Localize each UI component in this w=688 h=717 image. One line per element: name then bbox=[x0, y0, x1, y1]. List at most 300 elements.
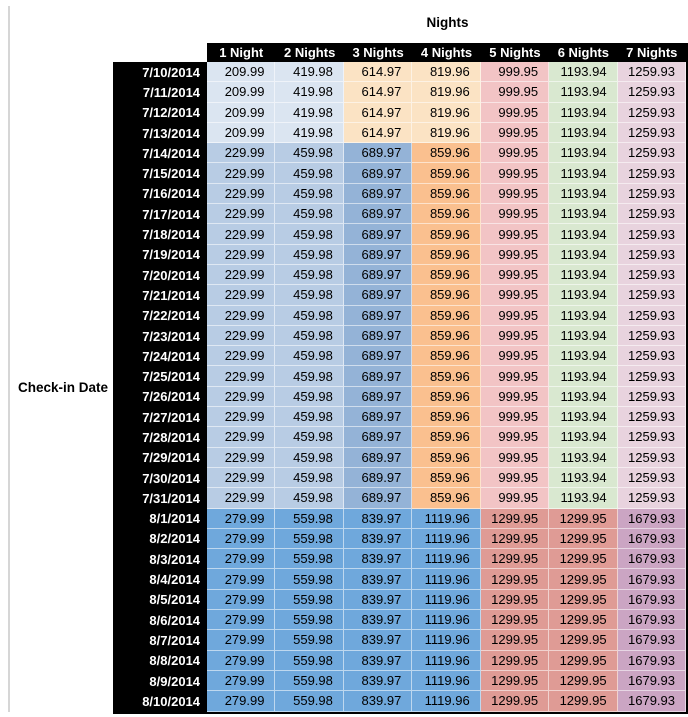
price-cell: 1679.93 bbox=[618, 590, 686, 610]
row-header-date: 8/4/2014 bbox=[113, 569, 207, 589]
price-cell: 1679.93 bbox=[618, 569, 686, 589]
price-cell: 859.96 bbox=[412, 346, 480, 366]
price-cell: 1299.95 bbox=[549, 569, 617, 589]
price-cell: 1299.95 bbox=[481, 509, 549, 529]
price-cell: 1259.93 bbox=[618, 407, 686, 427]
price-cell: 1299.95 bbox=[549, 549, 617, 569]
price-cell: 689.97 bbox=[344, 285, 412, 305]
price-cell: 229.99 bbox=[207, 163, 275, 183]
price-cell: 229.99 bbox=[207, 346, 275, 366]
price-cell: 1193.94 bbox=[549, 224, 617, 244]
table-row bbox=[113, 306, 686, 326]
price-cell: 999.95 bbox=[481, 245, 549, 265]
table-row bbox=[113, 224, 686, 244]
price-cell: 459.98 bbox=[275, 387, 343, 407]
price-cell: 689.97 bbox=[344, 224, 412, 244]
price-cell: 419.98 bbox=[275, 82, 343, 102]
price-cell: 859.96 bbox=[412, 204, 480, 224]
price-cell: 999.95 bbox=[481, 366, 549, 386]
price-cell: 1259.93 bbox=[618, 184, 686, 204]
price-cell: 1193.94 bbox=[549, 366, 617, 386]
price-cell: 819.96 bbox=[412, 62, 480, 82]
price-cell: 1259.93 bbox=[618, 62, 686, 82]
row-header-date: 7/19/2014 bbox=[113, 245, 207, 265]
price-cell: 999.95 bbox=[481, 468, 549, 488]
price-cell: 999.95 bbox=[481, 427, 549, 447]
table-row bbox=[113, 651, 686, 671]
row-header-date: 7/21/2014 bbox=[113, 285, 207, 305]
price-cell: 1259.93 bbox=[618, 82, 686, 102]
price-cell: 1193.94 bbox=[549, 285, 617, 305]
price-cell: 209.99 bbox=[207, 62, 275, 82]
price-cell: 1119.96 bbox=[412, 630, 480, 650]
row-header-date: 8/5/2014 bbox=[113, 590, 207, 610]
price-cell: 459.98 bbox=[275, 346, 343, 366]
price-cell: 999.95 bbox=[481, 224, 549, 244]
price-cell: 689.97 bbox=[344, 387, 412, 407]
price-cell: 559.98 bbox=[275, 610, 343, 630]
price-cell: 1119.96 bbox=[412, 610, 480, 630]
price-cell: 229.99 bbox=[207, 265, 275, 285]
price-cell: 1299.95 bbox=[549, 671, 617, 691]
column-header: 7 Nights bbox=[618, 43, 686, 62]
row-header-date: 7/27/2014 bbox=[113, 407, 207, 427]
price-cell: 1679.93 bbox=[618, 610, 686, 630]
price-cell: 229.99 bbox=[207, 306, 275, 326]
price-cell: 1193.94 bbox=[549, 468, 617, 488]
price-cell: 1259.93 bbox=[618, 163, 686, 183]
price-cell: 459.98 bbox=[275, 427, 343, 447]
table-row bbox=[113, 62, 686, 82]
price-cell: 1259.93 bbox=[618, 346, 686, 366]
price-cell: 859.96 bbox=[412, 306, 480, 326]
table-row bbox=[113, 407, 686, 427]
price-cell: 559.98 bbox=[275, 590, 343, 610]
price-cell: 559.98 bbox=[275, 549, 343, 569]
column-header: 2 Nights bbox=[275, 43, 343, 62]
price-cell: 1259.93 bbox=[618, 123, 686, 143]
price-cell: 1299.95 bbox=[549, 691, 617, 711]
row-header-date: 7/11/2014 bbox=[113, 82, 207, 102]
price-cell: 1299.95 bbox=[481, 671, 549, 691]
table-row bbox=[113, 427, 686, 447]
price-cell: 689.97 bbox=[344, 245, 412, 265]
price-cell: 819.96 bbox=[412, 103, 480, 123]
table-row bbox=[113, 387, 686, 407]
price-cell: 839.97 bbox=[344, 509, 412, 529]
price-cell: 1119.96 bbox=[412, 509, 480, 529]
price-cell: 1259.93 bbox=[618, 224, 686, 244]
price-cell: 689.97 bbox=[344, 468, 412, 488]
price-cell: 279.99 bbox=[207, 651, 275, 671]
table-row bbox=[113, 184, 686, 204]
price-cell: 859.96 bbox=[412, 224, 480, 244]
price-cell: 689.97 bbox=[344, 366, 412, 386]
table-row bbox=[113, 285, 686, 305]
price-cell: 279.99 bbox=[207, 529, 275, 549]
price-cell: 839.97 bbox=[344, 651, 412, 671]
price-cell: 559.98 bbox=[275, 651, 343, 671]
price-cell: 999.95 bbox=[481, 143, 549, 163]
table-title: Nights bbox=[426, 15, 469, 30]
price-cell: 1299.95 bbox=[481, 549, 549, 569]
price-cell: 859.96 bbox=[412, 265, 480, 285]
price-cell: 859.96 bbox=[412, 143, 480, 163]
price-cell: 1299.95 bbox=[481, 630, 549, 650]
price-cell: 839.97 bbox=[344, 630, 412, 650]
price-cell: 999.95 bbox=[481, 387, 549, 407]
price-cell: 1193.94 bbox=[549, 163, 617, 183]
price-cell: 1299.95 bbox=[549, 590, 617, 610]
price-cell: 459.98 bbox=[275, 306, 343, 326]
price-cell: 859.96 bbox=[412, 184, 480, 204]
table-row bbox=[113, 610, 686, 630]
table-row bbox=[113, 509, 686, 529]
table-row bbox=[113, 366, 686, 386]
table-row bbox=[113, 691, 686, 711]
column-header: 4 Nights bbox=[412, 43, 480, 62]
price-cell: 1259.93 bbox=[618, 245, 686, 265]
price-cell: 614.97 bbox=[344, 123, 412, 143]
price-cell: 614.97 bbox=[344, 82, 412, 102]
row-header-date: 7/30/2014 bbox=[113, 468, 207, 488]
price-cell: 459.98 bbox=[275, 245, 343, 265]
price-cell: 229.99 bbox=[207, 224, 275, 244]
price-cell: 209.99 bbox=[207, 123, 275, 143]
price-cell: 1259.93 bbox=[618, 468, 686, 488]
row-axis-label: Check-in Date bbox=[18, 380, 109, 395]
price-cell: 229.99 bbox=[207, 366, 275, 386]
price-cell: 999.95 bbox=[481, 184, 549, 204]
column-header: 6 Nights bbox=[549, 43, 617, 62]
column-header: 3 Nights bbox=[344, 43, 412, 62]
row-header-date: 8/8/2014 bbox=[113, 651, 207, 671]
price-cell: 689.97 bbox=[344, 163, 412, 183]
price-cell: 1193.94 bbox=[549, 346, 617, 366]
price-cell: 1193.94 bbox=[549, 306, 617, 326]
price-cell: 559.98 bbox=[275, 529, 343, 549]
price-cell: 1299.95 bbox=[549, 630, 617, 650]
table-row bbox=[113, 671, 686, 691]
price-cell: 689.97 bbox=[344, 326, 412, 346]
price-cell: 999.95 bbox=[481, 265, 549, 285]
price-cell: 819.96 bbox=[412, 82, 480, 102]
price-cell: 1299.95 bbox=[549, 651, 617, 671]
price-cell: 459.98 bbox=[275, 285, 343, 305]
row-header-date: 7/25/2014 bbox=[113, 366, 207, 386]
table-row bbox=[113, 346, 686, 366]
table-row bbox=[113, 569, 686, 589]
price-cell: 279.99 bbox=[207, 630, 275, 650]
price-cell: 1193.94 bbox=[549, 427, 617, 447]
price-cell: 839.97 bbox=[344, 610, 412, 630]
row-header-date: 8/6/2014 bbox=[113, 610, 207, 630]
price-cell: 1193.94 bbox=[549, 326, 617, 346]
price-cell: 689.97 bbox=[344, 488, 412, 508]
row-header-date: 8/9/2014 bbox=[113, 671, 207, 691]
price-cell: 1119.96 bbox=[412, 569, 480, 589]
price-cell: 1193.94 bbox=[549, 82, 617, 102]
header-row bbox=[113, 43, 686, 62]
price-cell: 1679.93 bbox=[618, 691, 686, 711]
price-cell: 1193.94 bbox=[549, 184, 617, 204]
price-cell: 1259.93 bbox=[618, 204, 686, 224]
column-header: 1 Night bbox=[207, 43, 275, 62]
row-header-date: 7/14/2014 bbox=[113, 143, 207, 163]
price-cell: 229.99 bbox=[207, 488, 275, 508]
price-cell: 459.98 bbox=[275, 265, 343, 285]
price-cell: 859.96 bbox=[412, 366, 480, 386]
price-cell: 1193.94 bbox=[549, 204, 617, 224]
table-row bbox=[113, 549, 686, 569]
price-cell: 1679.93 bbox=[618, 630, 686, 650]
price-cell: 459.98 bbox=[275, 468, 343, 488]
price-cell: 1119.96 bbox=[412, 590, 480, 610]
price-cell: 1679.93 bbox=[618, 509, 686, 529]
price-cell: 1193.94 bbox=[549, 143, 617, 163]
price-cell: 999.95 bbox=[481, 163, 549, 183]
price-cell: 229.99 bbox=[207, 184, 275, 204]
price-cell: 1259.93 bbox=[618, 306, 686, 326]
price-cell: 459.98 bbox=[275, 326, 343, 346]
price-cell: 459.98 bbox=[275, 184, 343, 204]
price-cell: 1259.93 bbox=[618, 448, 686, 468]
price-cell: 859.96 bbox=[412, 468, 480, 488]
price-cell: 1193.94 bbox=[549, 62, 617, 82]
price-cell: 1193.94 bbox=[549, 103, 617, 123]
price-cell: 1259.93 bbox=[618, 387, 686, 407]
price-cell: 559.98 bbox=[275, 569, 343, 589]
price-cell: 1259.93 bbox=[618, 488, 686, 508]
price-cell: 559.98 bbox=[275, 671, 343, 691]
price-cell: 819.96 bbox=[412, 123, 480, 143]
price-cell: 229.99 bbox=[207, 448, 275, 468]
price-cell: 839.97 bbox=[344, 590, 412, 610]
price-cell: 1679.93 bbox=[618, 651, 686, 671]
price-cell: 279.99 bbox=[207, 590, 275, 610]
price-cell: 614.97 bbox=[344, 62, 412, 82]
price-cell: 839.97 bbox=[344, 569, 412, 589]
table-row bbox=[113, 590, 686, 610]
rate-table-wrap bbox=[113, 43, 688, 714]
left-edge-line bbox=[8, 6, 10, 712]
row-header-date: 7/16/2014 bbox=[113, 184, 207, 204]
price-cell: 1299.95 bbox=[549, 509, 617, 529]
price-cell: 1259.93 bbox=[618, 326, 686, 346]
row-header-date: 7/24/2014 bbox=[113, 346, 207, 366]
price-cell: 999.95 bbox=[481, 407, 549, 427]
price-cell: 229.99 bbox=[207, 245, 275, 265]
price-cell: 859.96 bbox=[412, 387, 480, 407]
price-cell: 229.99 bbox=[207, 387, 275, 407]
price-cell: 839.97 bbox=[344, 691, 412, 711]
price-cell: 1299.95 bbox=[549, 610, 617, 630]
rate-table bbox=[113, 43, 686, 712]
price-cell: 279.99 bbox=[207, 610, 275, 630]
row-header-date: 7/31/2014 bbox=[113, 488, 207, 508]
table-row bbox=[113, 163, 686, 183]
price-cell: 689.97 bbox=[344, 407, 412, 427]
corner-cell bbox=[113, 43, 207, 62]
row-header-date: 7/13/2014 bbox=[113, 123, 207, 143]
table-row bbox=[113, 265, 686, 285]
row-header-date: 7/29/2014 bbox=[113, 448, 207, 468]
price-cell: 839.97 bbox=[344, 549, 412, 569]
table-row bbox=[113, 245, 686, 265]
price-cell: 279.99 bbox=[207, 691, 275, 711]
price-cell: 999.95 bbox=[481, 306, 549, 326]
price-cell: 689.97 bbox=[344, 265, 412, 285]
price-cell: 1259.93 bbox=[618, 366, 686, 386]
price-cell: 999.95 bbox=[481, 103, 549, 123]
price-cell: 209.99 bbox=[207, 82, 275, 102]
price-cell: 459.98 bbox=[275, 204, 343, 224]
price-cell: 459.98 bbox=[275, 224, 343, 244]
price-cell: 999.95 bbox=[481, 488, 549, 508]
price-cell: 1299.95 bbox=[549, 529, 617, 549]
table-row bbox=[113, 123, 686, 143]
row-header-date: 7/15/2014 bbox=[113, 163, 207, 183]
price-cell: 279.99 bbox=[207, 671, 275, 691]
table-row bbox=[113, 326, 686, 346]
price-cell: 279.99 bbox=[207, 509, 275, 529]
price-cell: 1679.93 bbox=[618, 549, 686, 569]
column-header: 5 Nights bbox=[481, 43, 549, 62]
rate-table-body bbox=[113, 62, 686, 712]
price-cell: 1193.94 bbox=[549, 245, 617, 265]
row-header-date: 7/18/2014 bbox=[113, 224, 207, 244]
price-cell: 1119.96 bbox=[412, 549, 480, 569]
price-cell: 614.97 bbox=[344, 103, 412, 123]
price-cell: 999.95 bbox=[481, 285, 549, 305]
price-cell: 1193.94 bbox=[549, 448, 617, 468]
row-header-date: 8/10/2014 bbox=[113, 691, 207, 711]
price-cell: 209.99 bbox=[207, 103, 275, 123]
price-cell: 1299.95 bbox=[481, 569, 549, 589]
price-cell: 859.96 bbox=[412, 245, 480, 265]
price-cell: 559.98 bbox=[275, 509, 343, 529]
price-cell: 689.97 bbox=[344, 346, 412, 366]
price-cell: 999.95 bbox=[481, 326, 549, 346]
price-cell: 1299.95 bbox=[481, 590, 549, 610]
price-cell: 859.96 bbox=[412, 285, 480, 305]
table-row bbox=[113, 630, 686, 650]
row-header-date: 7/20/2014 bbox=[113, 265, 207, 285]
price-cell: 1299.95 bbox=[481, 529, 549, 549]
table-row bbox=[113, 468, 686, 488]
price-cell: 689.97 bbox=[344, 143, 412, 163]
price-cell: 1193.94 bbox=[549, 488, 617, 508]
row-header-date: 8/1/2014 bbox=[113, 509, 207, 529]
price-cell: 1299.95 bbox=[481, 651, 549, 671]
price-cell: 1679.93 bbox=[618, 529, 686, 549]
price-cell: 859.96 bbox=[412, 163, 480, 183]
price-cell: 1259.93 bbox=[618, 103, 686, 123]
price-cell: 689.97 bbox=[344, 204, 412, 224]
price-cell: 229.99 bbox=[207, 407, 275, 427]
price-cell: 839.97 bbox=[344, 671, 412, 691]
table-row bbox=[113, 204, 686, 224]
row-header-date: 7/26/2014 bbox=[113, 387, 207, 407]
price-cell: 459.98 bbox=[275, 407, 343, 427]
price-cell: 1259.93 bbox=[618, 427, 686, 447]
table-row bbox=[113, 529, 686, 549]
price-cell: 1119.96 bbox=[412, 671, 480, 691]
row-header-date: 8/7/2014 bbox=[113, 630, 207, 650]
price-cell: 859.96 bbox=[412, 488, 480, 508]
price-cell: 279.99 bbox=[207, 569, 275, 589]
price-cell: 1193.94 bbox=[549, 407, 617, 427]
price-cell: 229.99 bbox=[207, 468, 275, 488]
price-cell: 839.97 bbox=[344, 529, 412, 549]
price-cell: 419.98 bbox=[275, 103, 343, 123]
price-cell: 1119.96 bbox=[412, 691, 480, 711]
price-cell: 1679.93 bbox=[618, 671, 686, 691]
price-cell: 459.98 bbox=[275, 488, 343, 508]
price-cell: 419.98 bbox=[275, 123, 343, 143]
price-cell: 689.97 bbox=[344, 448, 412, 468]
price-cell: 1119.96 bbox=[412, 651, 480, 671]
row-header-date: 7/17/2014 bbox=[113, 204, 207, 224]
price-cell: 229.99 bbox=[207, 204, 275, 224]
price-cell: 559.98 bbox=[275, 691, 343, 711]
price-cell: 859.96 bbox=[412, 427, 480, 447]
price-cell: 1193.94 bbox=[549, 123, 617, 143]
price-cell: 999.95 bbox=[481, 82, 549, 102]
price-cell: 1193.94 bbox=[549, 387, 617, 407]
price-cell: 1193.94 bbox=[549, 265, 617, 285]
price-cell: 419.98 bbox=[275, 62, 343, 82]
price-cell: 999.95 bbox=[481, 346, 549, 366]
price-cell: 229.99 bbox=[207, 427, 275, 447]
price-cell: 1299.95 bbox=[481, 691, 549, 711]
row-header-date: 7/12/2014 bbox=[113, 103, 207, 123]
price-cell: 689.97 bbox=[344, 427, 412, 447]
price-cell: 999.95 bbox=[481, 448, 549, 468]
price-cell: 229.99 bbox=[207, 326, 275, 346]
table-row bbox=[113, 448, 686, 468]
price-cell: 859.96 bbox=[412, 407, 480, 427]
row-header-date: 7/22/2014 bbox=[113, 306, 207, 326]
price-cell: 1299.95 bbox=[481, 610, 549, 630]
row-header-date: 7/23/2014 bbox=[113, 326, 207, 346]
row-header-date: 8/2/2014 bbox=[113, 529, 207, 549]
table-row bbox=[113, 103, 686, 123]
price-cell: 459.98 bbox=[275, 366, 343, 386]
row-header-date: 7/10/2014 bbox=[113, 62, 207, 82]
price-cell: 459.98 bbox=[275, 163, 343, 183]
row-header-date: 7/28/2014 bbox=[113, 427, 207, 447]
price-cell: 559.98 bbox=[275, 630, 343, 650]
price-cell: 229.99 bbox=[207, 143, 275, 163]
price-cell: 1259.93 bbox=[618, 143, 686, 163]
row-header-date: 8/3/2014 bbox=[113, 549, 207, 569]
table-row bbox=[113, 82, 686, 102]
price-cell: 229.99 bbox=[207, 285, 275, 305]
price-cell: 279.99 bbox=[207, 549, 275, 569]
price-cell: 689.97 bbox=[344, 306, 412, 326]
price-cell: 1259.93 bbox=[618, 285, 686, 305]
price-cell: 859.96 bbox=[412, 326, 480, 346]
price-cell: 459.98 bbox=[275, 143, 343, 163]
price-cell: 999.95 bbox=[481, 204, 549, 224]
price-cell: 859.96 bbox=[412, 448, 480, 468]
price-cell: 689.97 bbox=[344, 184, 412, 204]
price-cell: 459.98 bbox=[275, 448, 343, 468]
table-row bbox=[113, 143, 686, 163]
price-cell: 1119.96 bbox=[412, 529, 480, 549]
price-cell: 999.95 bbox=[481, 62, 549, 82]
